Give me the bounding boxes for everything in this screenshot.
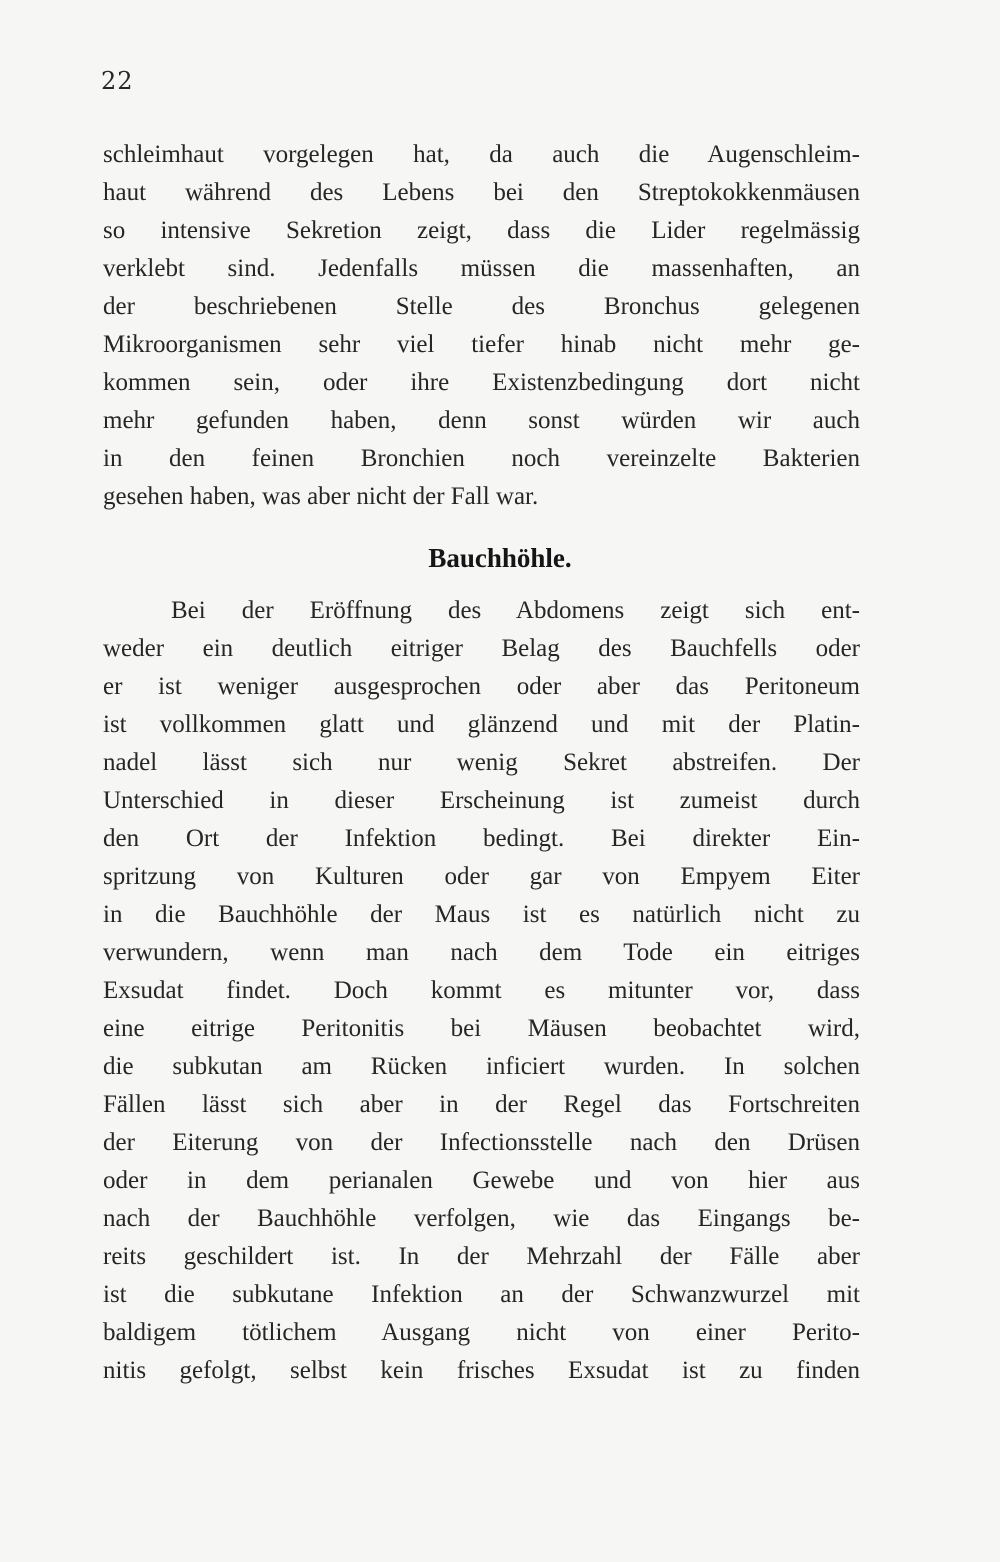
text-line: in die Bauchhöhle der Maus ist es natürlich nicht zu <box>103 901 860 928</box>
text-line: die subkutan am Rücken inficiert wurden. In solchen <box>103 1053 860 1080</box>
text-line: Fällen lässt sich aber in der Regel das Fortschreiten <box>103 1091 860 1118</box>
text-line: ist vollkommen glatt und glänzend und mit der Platin- <box>103 711 860 738</box>
page-number: 22 <box>101 67 134 95</box>
text-line: eine eitrige Peritonitis bei Mäusen beobachtet wird, <box>103 1015 860 1042</box>
text-line: Bei der Eröffnung des Abdomens zeigt sich ent- <box>171 597 860 624</box>
text-line: schleimhaut vorgelegen hat, da auch die Augenschleim- <box>103 141 860 168</box>
text-line: nach der Bauchhöhle verfolgen, wie das Eingangs be- <box>103 1205 860 1232</box>
text-line: so intensive Sekretion zeigt, dass die Lider regelmässig <box>103 217 860 244</box>
text-line: spritzung von Kulturen oder gar von Empyem Eiter <box>103 863 860 890</box>
text-line: Mikroorganismen sehr viel tiefer hinab nicht mehr ge- <box>103 331 860 358</box>
text-line: baldigem tötlichem Ausgang nicht von einer Perito- <box>103 1319 860 1346</box>
text-line: oder in dem perianalen Gewebe und von hier aus <box>103 1167 860 1194</box>
text-line: den Ort der Infektion bedingt. Bei direkter Ein- <box>103 825 860 852</box>
text-line: haut während des Lebens bei den Streptokokkenmäusen <box>103 179 860 206</box>
text-line: ist die subkutane Infektion an der Schwanzwurzel mit <box>103 1281 860 1308</box>
text-line: nitis gefolgt, selbst kein frisches Exsudat ist zu finden <box>103 1357 860 1384</box>
text-line: reits geschildert ist. In der Mehrzahl der Fälle aber <box>103 1243 860 1270</box>
text-line: kommen sein, oder ihre Existenzbedingung dort nicht <box>103 369 860 396</box>
text-line: in den feinen Bronchien noch vereinzelte Bakterien <box>103 445 860 472</box>
text-line: verwundern, wenn man nach dem Tode ein eitriges <box>103 939 860 966</box>
text-line: Exsudat findet. Doch kommt es mitunter vor, dass <box>103 977 860 1004</box>
text-line: weder ein deutlich eitriger Belag des Bauchfells oder <box>103 635 860 662</box>
text-line: Unterschied in dieser Erscheinung ist zumeist durch <box>103 787 860 814</box>
text-line: der beschriebenen Stelle des Bronchus gelegenen <box>103 293 860 320</box>
text-line: verklebt sind. Jedenfalls müssen die massenhaften, an <box>103 255 860 282</box>
text-line: mehr gefunden haben, denn sonst würden wir auch <box>103 407 860 434</box>
text-line: er ist weniger ausgesprochen oder aber das Peritoneum <box>103 673 860 700</box>
text-line: der Eiterung von der Infectionsstelle nach den Drüsen <box>103 1129 860 1156</box>
section-heading: Bauchhöhle. <box>428 543 572 573</box>
text-line: gesehen haben, was aber nicht der Fall war. <box>103 483 539 510</box>
text-line: nadel lässt sich nur wenig Sekret abstreifen. Der <box>103 749 860 776</box>
